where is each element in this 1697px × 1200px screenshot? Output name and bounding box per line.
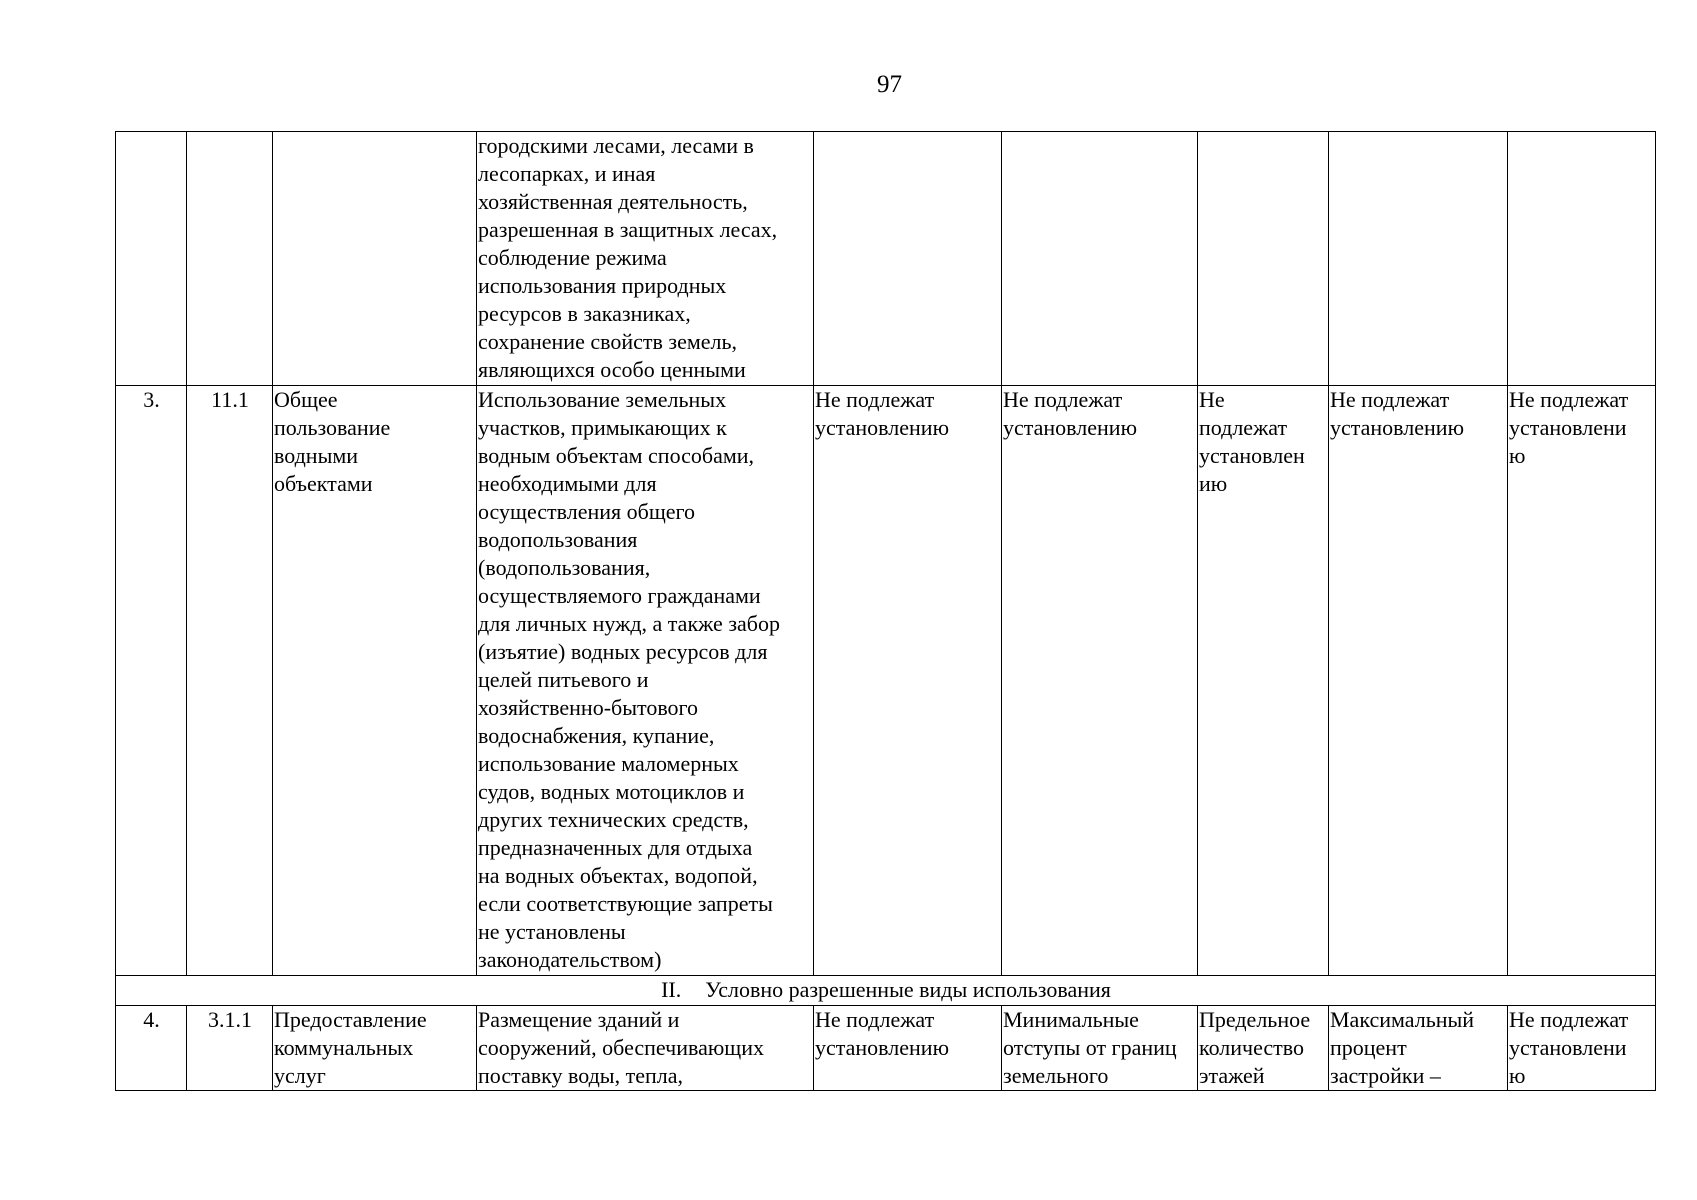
cell-num: 3.: [116, 386, 187, 976]
cell-text-line: застройки –: [1330, 1063, 1441, 1088]
cell-text-line: осуществления общего: [478, 499, 696, 524]
cell-text-line: коммунальных: [274, 1035, 414, 1060]
cell-text-line: использования природных: [478, 273, 727, 298]
cell-text-line: Максимальный: [1330, 1007, 1475, 1032]
cell-text-line: объектами: [274, 471, 373, 496]
cell-col9: [1508, 132, 1656, 386]
cell-col6: [1002, 386, 1198, 976]
cell-text-line: отступы от границ: [1003, 1035, 1177, 1060]
cell-text-line: Предельное: [1199, 1007, 1311, 1032]
cell-text-line: (водопользования,: [478, 555, 651, 580]
cell-text-line: лесопарках, и иная: [478, 161, 656, 186]
cell-text-line: установлению: [815, 415, 950, 440]
cell-text-line: других технических средств,: [478, 807, 749, 832]
cell-text-line: Размещение зданий и: [478, 1007, 680, 1032]
cell-col8: [1329, 132, 1508, 386]
section-number: II.: [661, 977, 682, 1002]
cell-text-line: целей питьевого и: [478, 667, 649, 692]
cell-col7: [1198, 132, 1329, 386]
cell-text-line: если соответствующие запреты: [478, 891, 773, 916]
cell-text-line: водным объектам способами,: [478, 443, 755, 468]
cell-text-line: установлению: [1330, 415, 1465, 440]
cell-text-line: на водных объектах, водопой,: [478, 863, 758, 888]
cell-text-line: хозяйственно-бытового: [478, 695, 699, 720]
cell-text-line: для личных нужд, а также забор: [478, 611, 780, 636]
cell-col6: [1002, 132, 1198, 386]
cell-col5: [814, 132, 1002, 386]
page-number: 97: [877, 71, 902, 98]
cell-text-line: водоснабжения, купание,: [478, 723, 715, 748]
cell-code: 3.1.1: [187, 1006, 273, 1091]
cell-text-line: Использование земельных: [478, 387, 727, 412]
cell-col7: [1198, 1006, 1329, 1091]
cell-text-line: количество: [1199, 1035, 1305, 1060]
cell-text-line: не установлены: [478, 919, 626, 944]
cell-text-line: (изъятие) водных ресурсов для: [478, 639, 768, 664]
cell-text-line: установлению: [1003, 415, 1138, 440]
cell-description: [477, 1006, 814, 1091]
cell-text-line: городскими лесами, лесами в: [478, 133, 754, 158]
cell-name: [273, 386, 477, 976]
cell-text-line: необходимыми для: [478, 471, 657, 496]
cell-name: [273, 1006, 477, 1091]
cell-text-line: ю: [1509, 1063, 1526, 1088]
cell-text-line: пользование: [274, 415, 391, 440]
cell-text-line: Не подлежат: [1003, 387, 1123, 412]
cell-text-line: являющихся особо ценными: [478, 357, 746, 382]
cell-text-line: установлен: [1199, 443, 1305, 468]
cell-text-line: водными: [274, 443, 359, 468]
cell-text-line: ию: [1199, 471, 1228, 496]
cell-text-line: предназначенных для отдыха: [478, 835, 753, 860]
cell-col9: [1508, 1006, 1656, 1091]
cell-num: [116, 132, 187, 386]
cell-text-line: хозяйственная деятельность,: [478, 189, 748, 214]
cell-text-line: Не подлежат: [1509, 387, 1629, 412]
cell-col6: [1002, 1006, 1198, 1091]
cell-text-line: услуг: [274, 1063, 326, 1088]
cell-code: 11.1: [187, 386, 273, 976]
table-section-row: [116, 976, 1656, 1006]
cell-text-line: установлени: [1509, 415, 1627, 440]
cell-col7: [1198, 386, 1329, 976]
cell-text-line: установлению: [815, 1035, 950, 1060]
cell-text-line: процент: [1330, 1035, 1407, 1060]
cell-text-line: водопользования: [478, 527, 638, 552]
cell-description: [477, 386, 814, 976]
table-row-continuation: [116, 132, 1656, 386]
cell-text-line: разрешенная в защитных лесах,: [478, 217, 778, 242]
cell-name: [273, 132, 477, 386]
cell-col5: [814, 386, 1002, 976]
land-use-table: [115, 131, 1656, 1091]
cell-text-line: судов, водных мотоциклов и: [478, 779, 745, 804]
cell-col9: [1508, 386, 1656, 976]
cell-text-line: земельного: [1003, 1063, 1109, 1088]
cell-col8: [1329, 386, 1508, 976]
cell-num: 4.: [116, 1006, 187, 1091]
cell-text-line: сооружений, обеспечивающих: [478, 1035, 764, 1060]
cell-text-line: этажей: [1199, 1063, 1265, 1088]
cell-text-line: Предоставление: [274, 1007, 427, 1032]
cell-col5: [814, 1006, 1002, 1091]
cell-description: [477, 132, 814, 386]
cell-text-line: использование маломерных: [478, 751, 739, 776]
cell-text-line: ресурсов в заказниках,: [478, 301, 691, 326]
cell-text-line: ю: [1509, 443, 1526, 468]
table-row-3: [116, 386, 1656, 976]
cell-text-line: сохранение свойств земель,: [478, 329, 738, 354]
cell-col8: [1329, 1006, 1508, 1091]
cell-text-line: Не подлежат: [1509, 1007, 1629, 1032]
section-title: Условно разрешенные виды использования: [705, 977, 1111, 1002]
cell-code: [187, 132, 273, 386]
cell-text-line: подлежат: [1199, 415, 1288, 440]
cell-text-line: поставку воды, тепла,: [478, 1063, 683, 1088]
cell-text-line: установлени: [1509, 1035, 1627, 1060]
cell-text-line: соблюдение режима: [478, 245, 667, 270]
cell-text-line: осуществляемого гражданами: [478, 583, 761, 608]
cell-text-line: Не подлежат: [1330, 387, 1450, 412]
cell-text-line: Не подлежат: [815, 1007, 935, 1032]
section-heading: [116, 976, 1656, 1006]
cell-text-line: Не: [1199, 387, 1225, 412]
cell-text-line: Минимальные: [1003, 1007, 1139, 1032]
cell-text-line: Общее: [274, 387, 338, 412]
cell-text-line: законодательством): [478, 947, 662, 972]
cell-text-line: участков, примыкающих к: [478, 415, 727, 440]
table-row-4: [116, 1006, 1656, 1091]
cell-text-line: Не подлежат: [815, 387, 935, 412]
